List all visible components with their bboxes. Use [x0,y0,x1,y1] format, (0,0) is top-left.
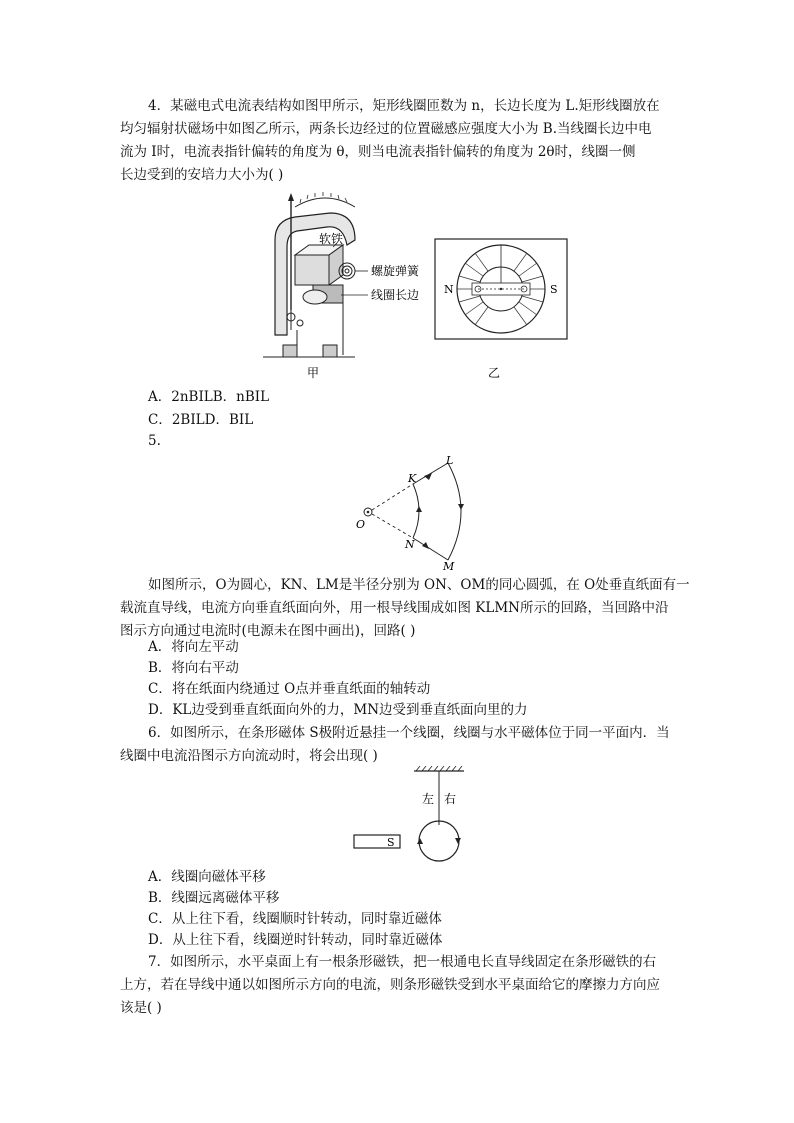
point-l-label: L [446,454,454,467]
q4-stem-line-2: 均匀辐射状磁场中如图乙所示，两条长边经过的位置磁感应强度大小为 B.当线圈长边中电 [120,121,652,137]
q4-options-cd: C．2BILD．BIL [148,412,254,428]
q4-stem-line-3: 流为 I时，电流表指针偏转的角度为 θ，则当电流表指针偏转的角度为 2θ时，线圈一侧 [120,144,636,160]
q6-stem-line-2: 线圈中电流沿图示方向流动时，将会出现( ) [120,748,378,764]
q5-number: 5. [148,433,161,449]
q7-stem-line-3: 该是( ) [120,1000,162,1016]
q4-options-ab: A．2nBILB．nBIL [148,389,270,405]
q5-option-a: A．将向左平动 [148,639,239,655]
left-label: 左 [422,792,435,806]
south-pole-label: S [550,283,558,296]
right-label: 右 [444,792,457,806]
point-k-label: K [408,472,417,485]
q5-stem-line-1: 如图所示，O为圆心，KN、LM是半径分别为 ON、OM的同心圆弧，在 O处垂直纸面有一 [148,577,690,593]
q5-option-d: D．KL边受到垂直纸面向外的力，MN边受到垂直纸面向里的力 [148,702,528,718]
north-pole-label: N [444,283,454,296]
point-m-label: M [443,560,455,572]
q4-stem-line-1: 4．某磁电式电流表结构如图甲所示，矩形线圈匝数为 n，长边长度为 L.矩形线圈放在 [148,98,660,114]
q4-stem-line-4: 长边受到的安培力大小为( ) [120,167,284,183]
q5-stem-line-3: 图示方向通过电流时(电源未在图中画出)，回路( ) [120,623,416,639]
q5-option-b: B．将向右平动 [148,660,239,676]
soft-iron-label: 软铁 [319,232,344,246]
q5-stem-line-2: 载流直导线，电流方向垂直纸面向外，用一根导线围成如图 KLMN所示的回路，当回路中沿 [120,600,669,616]
radial-field-figure [432,236,570,381]
q6-option-b: B．线圈远离磁体平移 [148,890,280,906]
q6-option-d: D．从上往下看，线圈逆时针转动，同时靠近磁体 [148,932,443,948]
figure-yi-caption: 乙 [488,366,501,380]
q6-option-a: A．线圈向磁体平移 [148,869,266,885]
figure-jia-caption: 甲 [307,366,320,380]
q6-stem-line-1: 6．如图所示，在条形磁体 S极附近悬挂一个线圈，线圈与水平磁体位于同一平面内．当 [148,725,670,741]
q7-stem-line-2: 上方，若在导线中通以如图所示方向的电流，则条形磁铁受到水平桌面给它的摩擦力方向应 [120,977,660,993]
q6-option-c: C．从上往下看，线圈顺时针转动，同时靠近磁体 [148,911,442,927]
point-o-label: O [356,518,366,531]
q5-option-c: C．将在纸面内绕通过 O点并垂直纸面的轴转动 [148,681,431,697]
point-n-label: N [405,538,415,551]
magnet-s-label: S [387,836,395,849]
galvanometer-figure [255,185,430,385]
hanging-coil-figure [352,766,472,866]
coil-long-side-label: 线圈长边 [371,288,420,302]
concentric-arcs-figure [350,452,470,572]
spiral-spring-label: 螺旋弹簧 [371,264,420,278]
q7-stem-line-1: 7．如图所示，水平桌面上有一根条形磁铁，把一根通电长直导线固定在条形磁铁的右 [148,954,657,970]
